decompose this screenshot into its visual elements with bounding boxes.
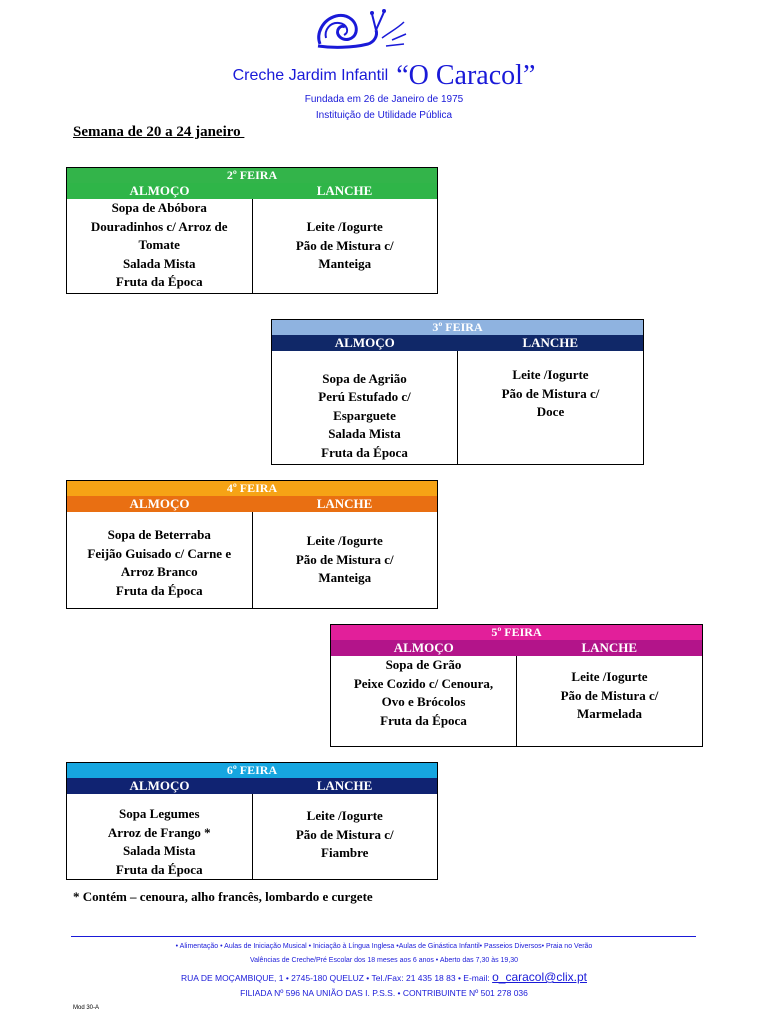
menu-line: Doce	[536, 404, 565, 419]
lanche-header: LANCHE	[581, 640, 638, 655]
menu-line: Salada Mista	[122, 843, 196, 858]
menu-line: Salada Mista	[328, 426, 401, 441]
almoco-header: ALMOÇO	[393, 640, 454, 655]
menu-line: Sopa de Beterraba	[107, 527, 211, 542]
menu-line: Leite /Iogurte	[306, 533, 383, 549]
day-title: 2º FEIRA	[67, 168, 437, 183]
day-table-wednesday	[66, 480, 438, 609]
lanche-cell	[458, 351, 643, 464]
menu-line: Arroz de Frango *	[107, 824, 211, 840]
almoco-header: ALMOÇO	[129, 778, 190, 793]
email-link[interactable]: o_caracol@clix.pt	[492, 970, 587, 984]
menu-line: Leite /Iogurte	[306, 219, 383, 235]
snail-logo	[312, 6, 408, 52]
column-headers	[272, 335, 643, 351]
day-title: 6º FEIRA	[67, 763, 437, 778]
menu-line: Pão de Mistura c/	[295, 237, 394, 253]
menu-line: Tomate	[138, 237, 180, 252]
school-name: “O Caracol”	[396, 60, 536, 91]
menu-line: Pão de Mistura c/	[295, 551, 394, 567]
day-table-thursday	[330, 624, 703, 747]
menu-line: Leite /Iogurte	[512, 367, 589, 382]
menu-line: Fruta da Época	[115, 582, 203, 598]
footer-activities: • Alimentação • Aulas de Iniciação Musical • Iniciação à Língua Inglesa •Aulas de Ginástica Infantil• Passeios Diversos• Praia no Verão	[175, 943, 593, 950]
column-headers	[331, 640, 702, 656]
almoco-header: ALMOÇO	[129, 183, 190, 198]
lanche-cell	[253, 199, 438, 293]
menu-line: Pão de Mistura c/	[560, 687, 659, 703]
day-table-monday	[66, 167, 438, 294]
almoco-header: ALMOÇO	[334, 335, 395, 350]
allergen-note: * Contém – cenoura, alho francês, lombardo e curgete	[73, 889, 373, 904]
almoco-cell	[272, 351, 458, 464]
menu-line: Arroz Branco	[120, 564, 198, 579]
institution-line: Instituição de Utilidade Pública	[315, 110, 453, 121]
day-title: 3º FEIRA	[272, 320, 643, 335]
almoco-cell	[67, 512, 253, 608]
lanche-header: LANCHE	[316, 496, 373, 511]
menu-line: Perú Estufado c/	[318, 389, 411, 404]
day-title: 4º FEIRA	[67, 481, 437, 496]
menu-line: Fiambre	[321, 845, 369, 860]
day-table-tuesday	[271, 319, 644, 465]
day-table-friday	[66, 762, 438, 880]
almoco-header: ALMOÇO	[129, 496, 190, 511]
menu-line: Douradinhos c/ Arroz de	[90, 218, 228, 234]
menu-line: Salada Mista	[122, 255, 196, 271]
menu-line: Leite /Iogurte	[571, 669, 648, 685]
title-row	[0, 60, 768, 92]
lanche-header: LANCHE	[316, 778, 373, 793]
almoco-cell	[67, 794, 253, 879]
lanche-cell	[517, 656, 702, 746]
lanche-cell	[253, 512, 438, 608]
column-headers	[67, 183, 437, 199]
menu-line: Sopa de Grão	[385, 657, 462, 672]
menu-line: Manteiga	[318, 570, 372, 586]
lanche-header: LANCHE	[316, 183, 373, 198]
column-headers	[67, 496, 437, 512]
menu-line: Manteiga	[318, 256, 372, 272]
menu-line: Sopa de Abóbora	[111, 200, 207, 215]
menu-line: Feijão Guisado c/ Carne e	[87, 545, 232, 561]
menu-line: Marmelada	[577, 706, 642, 722]
menu-line: Leite /Iogurte	[306, 808, 383, 823]
menu-line: Esparguete	[333, 407, 396, 423]
footer-divider	[71, 936, 696, 937]
menu-line: Sopa de Agrião	[322, 370, 407, 386]
menu-line: Fruta da Época	[115, 274, 203, 289]
menu-line: Sopa Legumes	[118, 806, 200, 821]
almoco-cell	[67, 199, 253, 293]
footer-valencias: Valências de Creche/Pré Escolar dos 18 meses aos 6 anos • Aberto das 7,30 às 19,30	[249, 957, 519, 964]
almoco-cell	[331, 656, 517, 746]
creche-label: Creche Jardim Infantil	[232, 67, 389, 84]
address-text: RUA DE MOÇAMBIQUE, 1 • 2745-180 QUELUZ • Tel./Fax: 21 435 18 83 • E-mail:	[180, 973, 493, 983]
menu-line: Pão de Mistura c/	[295, 826, 394, 842]
lanche-cell	[253, 794, 438, 879]
day-title: 5º FEIRA	[331, 625, 702, 640]
menu-line: Fruta da Época	[380, 712, 467, 728]
menu-line: Pão de Mistura c/	[501, 385, 600, 401]
footer-address	[0, 970, 768, 984]
form-code: Mod 30-A	[73, 1005, 100, 1011]
column-headers	[67, 778, 437, 794]
menu-line: Fruta da Época	[115, 861, 203, 877]
founded-line: Fundada em 26 de Janeiro de 1975	[304, 94, 464, 105]
menu-line: Peixe Cozido c/ Cenoura,	[353, 675, 494, 691]
lanche-header: LANCHE	[522, 335, 579, 350]
footer-filiada: FILIADA Nº 596 NA UNIÃO DAS I. P.S.S. • CONTRIBUINTE Nº 501 278 036	[240, 988, 528, 998]
menu-line: Fruta da Época	[321, 444, 408, 460]
menu-line: Ovo e Brócolos	[381, 694, 466, 709]
week-heading: Semana de 20 a 24 janeiro	[73, 124, 245, 140]
